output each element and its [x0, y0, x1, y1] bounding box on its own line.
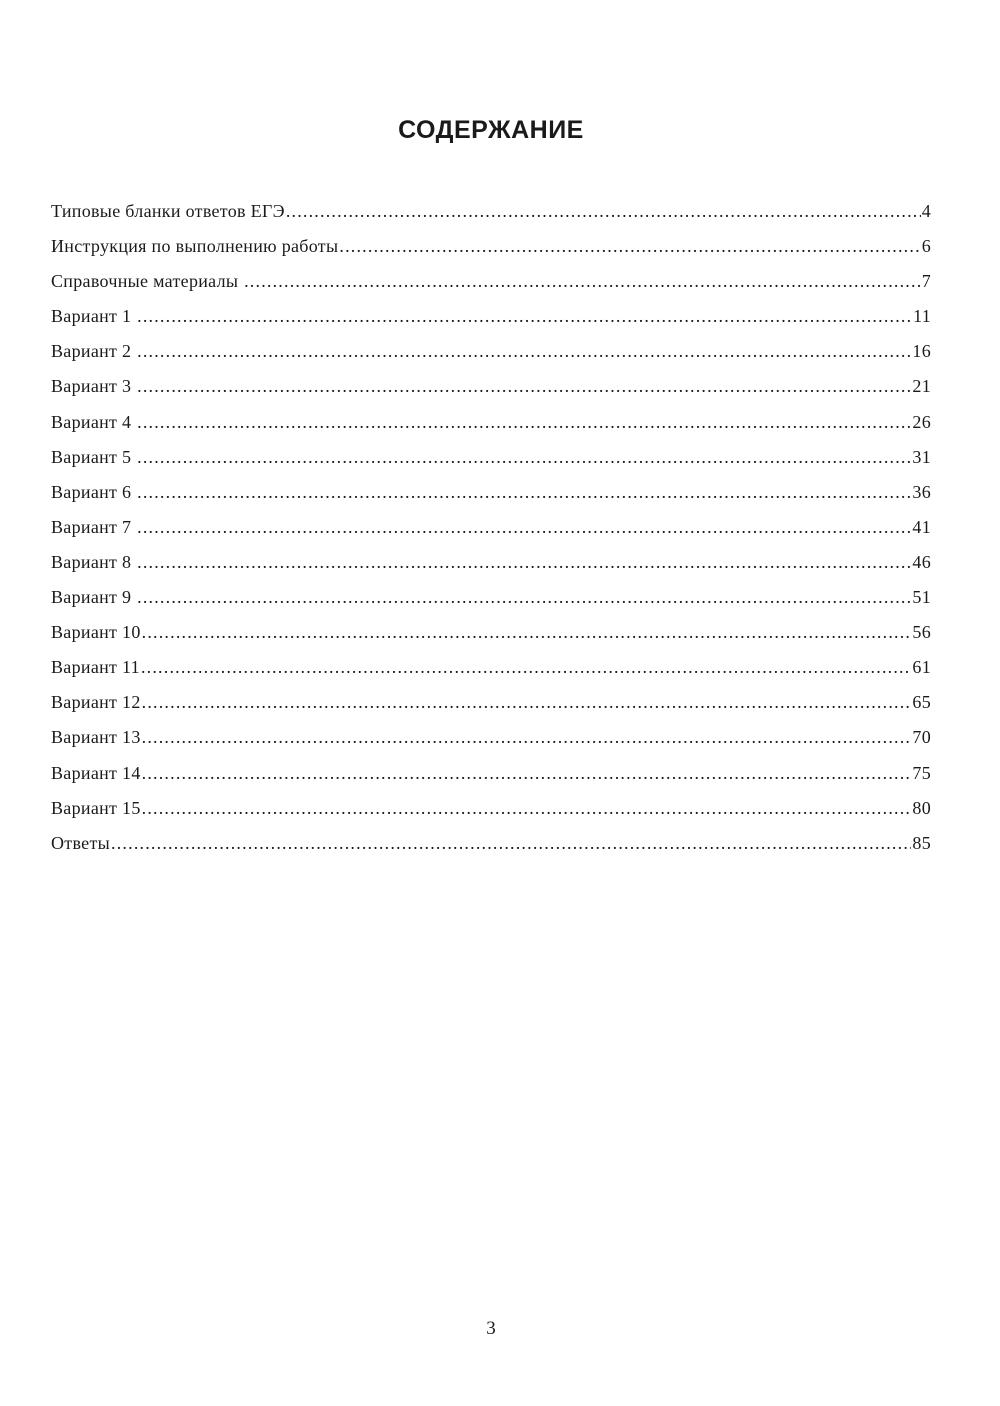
toc-dot-leader	[137, 440, 911, 475]
toc-entry[interactable]	[51, 440, 931, 475]
toc-entry-label: Вариант 2	[51, 341, 137, 362]
toc-entry-page: 31	[912, 446, 931, 467]
toc-entry-page: 46	[912, 551, 931, 572]
toc-entry-label: Вариант 12	[51, 692, 141, 713]
page-number: 3	[486, 1318, 496, 1339]
toc-dot-leader	[137, 299, 912, 334]
toc-entry-label: Типовые бланки ответов ЕГЭ	[51, 201, 285, 221]
toc-entry-label: Ответы	[51, 832, 111, 853]
toc-entry-label: Вариант 14	[51, 762, 141, 783]
toc-entry-page: 41	[912, 516, 931, 537]
toc-entry-page: 7	[921, 271, 931, 292]
toc-entry[interactable]	[51, 545, 931, 580]
toc-entry-label: Вариант 7	[51, 516, 137, 537]
toc-entry[interactable]	[51, 229, 931, 264]
toc-entry-page: 36	[912, 481, 931, 502]
toc-dot-leader	[142, 685, 912, 720]
toc-entry-label: Вариант 1	[51, 306, 137, 327]
toc-entry-page: 4	[921, 201, 931, 221]
toc-entry[interactable]	[51, 650, 931, 685]
toc-dot-leader	[111, 826, 911, 861]
toc-entry-label: Вариант 9	[51, 587, 137, 608]
toc-entry[interactable]	[51, 264, 931, 299]
toc-dot-leader	[137, 580, 911, 615]
toc-dot-leader	[137, 545, 911, 580]
toc-dot-leader	[137, 334, 911, 369]
page-title: СОДЕРЖАНИЕ	[398, 116, 584, 144]
toc-dot-leader	[141, 650, 911, 685]
toc-entry[interactable]	[51, 685, 931, 720]
toc-entry-label: Инструкция по выполнению работы	[51, 236, 339, 257]
toc-entry[interactable]	[51, 475, 931, 510]
toc-entry-label: Вариант 8	[51, 551, 137, 572]
toc-entry-label: Вариант 13	[51, 727, 141, 748]
toc-entry[interactable]	[51, 510, 931, 545]
toc-entry[interactable]	[51, 826, 931, 861]
toc-entry[interactable]	[51, 194, 931, 229]
toc-dot-leader	[137, 510, 911, 545]
toc-entry-label: Вариант 11	[51, 657, 140, 678]
toc-entry-page: 21	[912, 376, 931, 397]
table-of-contents	[51, 194, 931, 861]
toc-entry-page: 61	[912, 657, 931, 678]
toc-entry[interactable]	[51, 580, 931, 615]
toc-entry-label: Вариант 5	[51, 446, 137, 467]
toc-entry-page: 16	[912, 341, 931, 362]
toc-dot-leader	[339, 229, 920, 264]
toc-dot-leader	[286, 194, 921, 229]
toc-entry[interactable]	[51, 405, 931, 440]
toc-entry[interactable]	[51, 334, 931, 369]
toc-entry[interactable]	[51, 369, 931, 404]
toc-entry-page: 70	[912, 727, 931, 748]
toc-entry[interactable]	[51, 756, 931, 791]
toc-entry-page: 6	[921, 236, 931, 257]
toc-entry-label: Вариант 4	[51, 411, 137, 432]
toc-dot-leader	[142, 615, 912, 650]
toc-entry-label: Вариант 3	[51, 376, 137, 397]
toc-entry-label: Вариант 10	[51, 622, 141, 643]
toc-entry[interactable]	[51, 791, 931, 826]
toc-entry-label: Вариант 6	[51, 481, 137, 502]
toc-entry[interactable]	[51, 720, 931, 755]
toc-dot-leader	[137, 369, 911, 404]
toc-entry-label: Справочные материалы	[51, 271, 244, 292]
toc-entry-page: 75	[912, 762, 931, 783]
toc-entry[interactable]	[51, 615, 931, 650]
toc-entry-page: 85	[912, 832, 931, 853]
toc-dot-leader	[142, 756, 912, 791]
toc-entry-page: 11	[913, 306, 931, 327]
toc-dot-leader	[142, 720, 912, 755]
toc-entry[interactable]	[51, 299, 931, 334]
toc-dot-leader	[244, 264, 921, 299]
toc-entry-page: 65	[912, 692, 931, 713]
toc-dot-leader	[142, 791, 912, 826]
toc-dot-leader	[137, 475, 911, 510]
toc-entry-page: 56	[912, 622, 931, 643]
toc-entry-page: 26	[912, 411, 931, 432]
toc-entry-label: Вариант 15	[51, 797, 141, 818]
toc-entry-page: 80	[912, 797, 931, 818]
toc-dot-leader	[137, 405, 911, 440]
toc-entry-page: 51	[912, 587, 931, 608]
